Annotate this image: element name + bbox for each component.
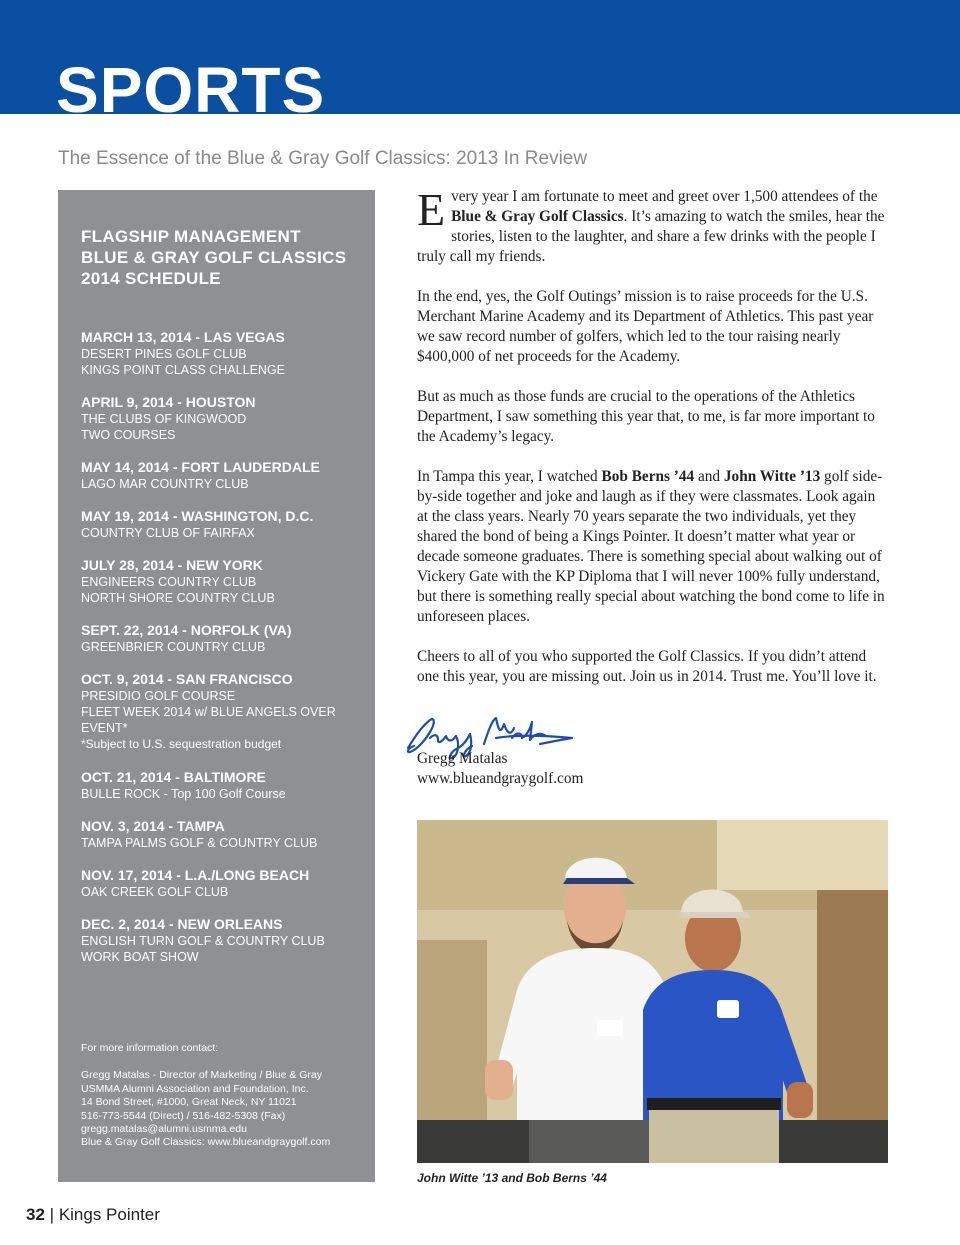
- schedule-event: [81, 508, 352, 541]
- event-title: DEC. 2, 2014 - NEW ORLEANS: [81, 916, 283, 932]
- event-venue: EVENT*: [81, 721, 128, 735]
- footer-separator: |: [49, 1205, 55, 1224]
- schedule-event: [81, 916, 352, 965]
- event-venue: BULLE ROCK - Top 100 Golf Course: [81, 787, 286, 801]
- article-paragraph: Cheers to all of you who supported the Golf Classics. If you didn’t attend one this year, you are missing out. Join us in 2014. Trust me. You’ll love it.: [417, 648, 877, 685]
- event-venue: DESERT PINES GOLF CLUB: [81, 347, 247, 361]
- contact-line: 516-773-5544 (Direct) / 516-482-5308 (Fax): [81, 1109, 286, 1122]
- event-title: MARCH 13, 2014 - LAS VEGAS: [81, 329, 285, 345]
- page-number: 32: [26, 1205, 45, 1224]
- event-venue: PRESIDIO GOLF COURSE: [81, 689, 236, 703]
- schedule-heading: [81, 226, 352, 289]
- contact-info: [81, 1042, 361, 1150]
- event-title: SEPT. 22, 2014 - NORFOLK (VA): [81, 622, 292, 638]
- event-venue: ENGINEERS COUNTRY CLUB: [81, 575, 257, 589]
- event-venue: KINGS POINT CLASS CHALLENGE: [81, 363, 285, 377]
- bold-text: Bob Berns ’44: [601, 468, 695, 485]
- event-title: OCT. 21, 2014 - BALTIMORE: [81, 769, 266, 785]
- heading-line: BLUE & GRAY GOLF CLASSICS: [81, 248, 347, 267]
- schedule-event: [81, 769, 352, 802]
- text-run: . It’s amazing to watch the smiles, hear the stories, listen to the laughter, and share a few drinks with the people I truly call my friends.: [417, 208, 885, 265]
- event-title: NOV. 17, 2014 - L.A./LONG BEACH: [81, 867, 310, 883]
- schedule-event: [81, 394, 352, 443]
- article-paragraph: But as much as those funds are crucial to the operations of the Athletics Department, I saw something this year that, to me, is far more important to the Academy’s legacy.: [417, 388, 875, 445]
- contact-heading: For more information contact:: [81, 1042, 219, 1054]
- publication-name: Kings Pointer: [58, 1205, 160, 1224]
- contact-line: 14 Bond Street, #1000, Great Neck, NY 11021: [81, 1096, 297, 1109]
- event-venue: WORK BOAT SHOW: [81, 950, 199, 964]
- contact-website[interactable]: Blue & Gray Golf Classics: www.blueandgraygolf.com: [81, 1136, 331, 1149]
- text-run: and: [694, 468, 724, 485]
- schedule-event: [81, 459, 352, 492]
- event-venue: NORTH SHORE COUNTRY CLUB: [81, 591, 275, 605]
- event-venue: FLEET WEEK 2014 w/ BLUE ANGELS OVER: [81, 705, 336, 719]
- schedule-event: [81, 557, 352, 606]
- event-venue: LAGO MAR COUNTRY CLUB: [81, 477, 249, 491]
- event-venue: TWO COURSES: [81, 428, 176, 442]
- signature-website[interactable]: www.blueandgraygolf.com: [417, 770, 584, 787]
- event-note: *Subject to U.S. sequestration budget: [81, 737, 282, 751]
- signature-name: Gregg Matalas: [417, 750, 508, 767]
- event-venue: ENGLISH TURN GOLF & COUNTRY CLUB: [81, 934, 325, 948]
- page-footer: [26, 1205, 160, 1225]
- article-paragraph: [417, 467, 889, 627]
- schedule-event: [81, 329, 352, 378]
- event-title: JULY 28, 2014 - NEW YORK: [81, 557, 263, 573]
- article-paragraph: In the end, yes, the Golf Outings’ mission is to raise proceeds for the U.S. Merchant Marine Academy and its Department of Athletics. This past year we saw record number of golfers, which led to the tour raising nearly $400,000 of net proceeds for the Academy.: [417, 288, 874, 365]
- event-venue: OAK CREEK GOLF CLUB: [81, 885, 229, 899]
- event-title: NOV. 3, 2014 - TAMPA: [81, 818, 225, 834]
- schedule-event: [81, 818, 352, 851]
- schedule-event: [81, 671, 352, 753]
- text-run: In Tampa this year, I watched: [417, 468, 602, 485]
- contact-email[interactable]: gregg.matalas@alumni.usmma.edu: [81, 1123, 247, 1136]
- schedule-event: [81, 867, 352, 900]
- event-venue: GREENBRIER COUNTRY CLUB: [81, 640, 266, 654]
- event-venue: THE CLUBS OF KINGWOOD: [81, 412, 247, 426]
- drop-cap: E: [417, 184, 446, 235]
- heading-line: FLAGSHIP MANAGEMENT: [81, 227, 301, 246]
- contact-line: USMMA Alumni Association and Foundation, Inc.: [81, 1082, 309, 1095]
- schedule-event: [81, 622, 352, 655]
- event-title: MAY 19, 2014 - WASHINGTON, D.C.: [81, 508, 314, 524]
- event-venue: COUNTRY CLUB OF FAIRFAX: [81, 526, 255, 540]
- event-title: APRIL 9, 2014 - HOUSTON: [81, 394, 256, 410]
- event-venue: TAMPA PALMS GOLF & COUNTRY CLUB: [81, 836, 318, 850]
- text-run: golf side-by-side together and joke and laugh as if they were classmates. Look again at the class years. Nearly 70 years separate the two individuals, yet they shared the bond of being a Kings Pointer. It doesn’t matter what year or decade someone graduates. There is something special about walking out of Vickery Gate with the KP Diploma that I will never 100% fully understand, but there is something really special about watching the bond come to life in unforeseen places.: [417, 468, 885, 625]
- contact-line: Gregg Matalas - Director of Marketing / Blue & Gray: [81, 1069, 323, 1082]
- text-run: very year I am fortunate to meet and greet over 1,500 attendees of the: [451, 188, 878, 205]
- event-title: MAY 14, 2014 - FORT LAUDERDALE: [81, 459, 320, 475]
- event-title: OCT. 9, 2014 - SAN FRANCISCO: [81, 671, 293, 687]
- heading-line: 2014 SCHEDULE: [81, 269, 221, 288]
- photo-caption: John Witte ’13 and Bob Berns ’44: [417, 1171, 607, 1185]
- section-title: SPORTS: [56, 54, 326, 126]
- article-body: [417, 184, 889, 707]
- page-banner: [0, 0, 960, 126]
- bold-text: John Witte ’13: [723, 468, 821, 485]
- article-subtitle: The Essence of the Blue & Gray Golf Classics: 2013 In Review: [58, 148, 588, 169]
- article-paragraph: [417, 184, 889, 267]
- schedule-sidebar: [58, 190, 375, 1182]
- golfers-photo: [417, 820, 888, 1163]
- bold-text: Blue & Gray Golf Classics: [451, 208, 624, 225]
